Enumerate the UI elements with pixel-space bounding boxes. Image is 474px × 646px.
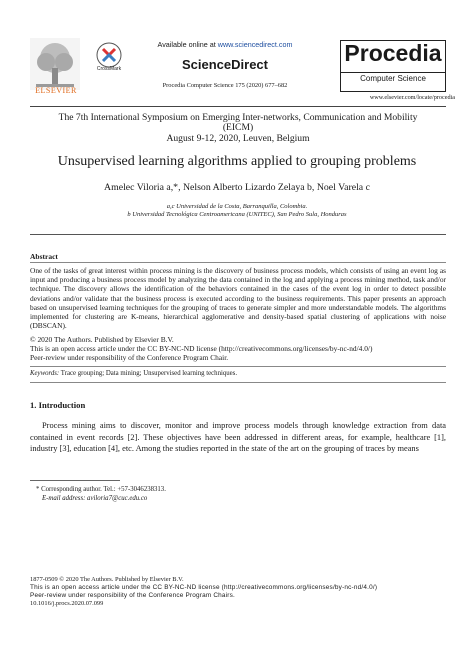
keywords-list: Trace grouping; Data mining; Unsupervised learning techniques. xyxy=(59,370,238,377)
abstract-divider xyxy=(30,262,446,263)
footnote-divider xyxy=(30,480,120,481)
copyright-line: © 2020 The Authors. Published by Elsevier B.V. xyxy=(30,335,174,344)
paper-title: Unsupervised learning algorithms applied to grouping problems xyxy=(57,154,417,169)
page-footer xyxy=(30,576,446,608)
elsevier-tree-icon xyxy=(30,38,80,90)
introduction-heading: 1. Introduction xyxy=(30,400,86,410)
introduction-body xyxy=(30,420,446,455)
footer-issn: 1877-0509 © 2020 The Authors. Published by Elsevier B.V. xyxy=(30,576,184,583)
keywords-divider xyxy=(30,382,446,383)
footer-doi[interactable]: 10.1016/j.procs.2020.07.099 xyxy=(30,600,104,608)
journal-url[interactable]: www.elsevier.com/locate/procedia xyxy=(369,94,455,101)
affiliation: b Universidad Tecnológica Centroamericana (UNITEC), San Pedro Sula, Honduras xyxy=(127,211,347,218)
abstract-text: One of the tasks of great interest within process mining is the discovery of business process models, which consists of using an event log as input and producing a business process model by analyzing the data contained in the log and applying a process mining method, task and/or technique. The discovery allows the identification of the behaviors contained in the cases of the event log in order to detect possible deviations and/or validate that the business process is executed according to the business requirements. This paper presents an approach based on unsupervised learning techniques for the grouping of traces to generate simpler and more understandable models. The algorithms implemented for clustering are K-means, hierarchical agglomerative and density-based spatial clustering of applications with noise (DBSCAN). xyxy=(30,266,446,331)
procedia-subtitle: Computer Science xyxy=(340,72,446,83)
keywords-divider xyxy=(30,366,446,367)
journal-reference: Procedia Computer Science 175 (2020) 677–682 xyxy=(162,82,288,89)
crossmark-label: CrossMark xyxy=(96,66,122,72)
abstract-heading: Abstract xyxy=(30,252,58,261)
peer-review-line: Peer-review under responsibility of the Conference Program Chair. xyxy=(30,353,229,363)
keywords xyxy=(30,370,446,377)
paper-authors: Amelec Viloria a,*, Nelson Alberto Lizardo Zelaya b, Noel Varela c xyxy=(104,182,370,193)
introduction-paragraph: Process mining aims to discover, monitor and improve process models through knowledge extraction from data contained in event records [2]. These objectives have been addressed in different areas, for example, healthcare [1], industry [3], education [4], etc. Among the studies reported in the state of the art on the grouping of traces by means xyxy=(30,421,446,454)
footer-license[interactable]: This is an open access article under the CC BY-NC-ND license (http://creativecommons.org/licenses/by-nc-nd/4.0/) xyxy=(30,584,378,592)
email-note[interactable]: E-mail address: aviloria7@cuc.edu.co xyxy=(42,495,148,502)
corresponding-author-note: * Corresponding author. Tel.: +57-3046238313. xyxy=(36,486,166,493)
conference-line: The 7th International Symposium on Emerging Inter-networks, Communication and Mobility xyxy=(58,112,418,123)
section-divider xyxy=(30,234,446,235)
conference-info xyxy=(30,113,446,144)
sciencedirect-link[interactable]: www.sciencedirect.com xyxy=(217,40,293,49)
available-prefix: Available online at xyxy=(157,40,218,49)
sciencedirect-logo: ScienceDirect xyxy=(182,57,268,72)
available-online xyxy=(130,40,320,49)
footer-peer-review: Peer-review under responsibility of the Conference Program Chairs. xyxy=(30,592,236,600)
copyright-block xyxy=(30,335,446,363)
affiliation: a,c Universidad de la Costa, Barranquilla, Colombia. xyxy=(166,203,308,210)
conference-line: August 9-12, 2020, Leuven, Belgium xyxy=(166,132,310,144)
header-divider xyxy=(30,106,446,107)
conference-line: (EICM) xyxy=(222,122,254,134)
crossmark-icon[interactable] xyxy=(96,42,122,68)
elsevier-wordmark: ELSEVIER xyxy=(35,86,77,95)
license-line[interactable]: This is an open access article under the CC BY-NC-ND license (http://creativecommons.org/licenses/by-nc-nd/4.0/) xyxy=(30,344,373,354)
procedia-title: Procedia xyxy=(344,40,442,66)
keywords-label: Keywords: xyxy=(30,370,60,377)
